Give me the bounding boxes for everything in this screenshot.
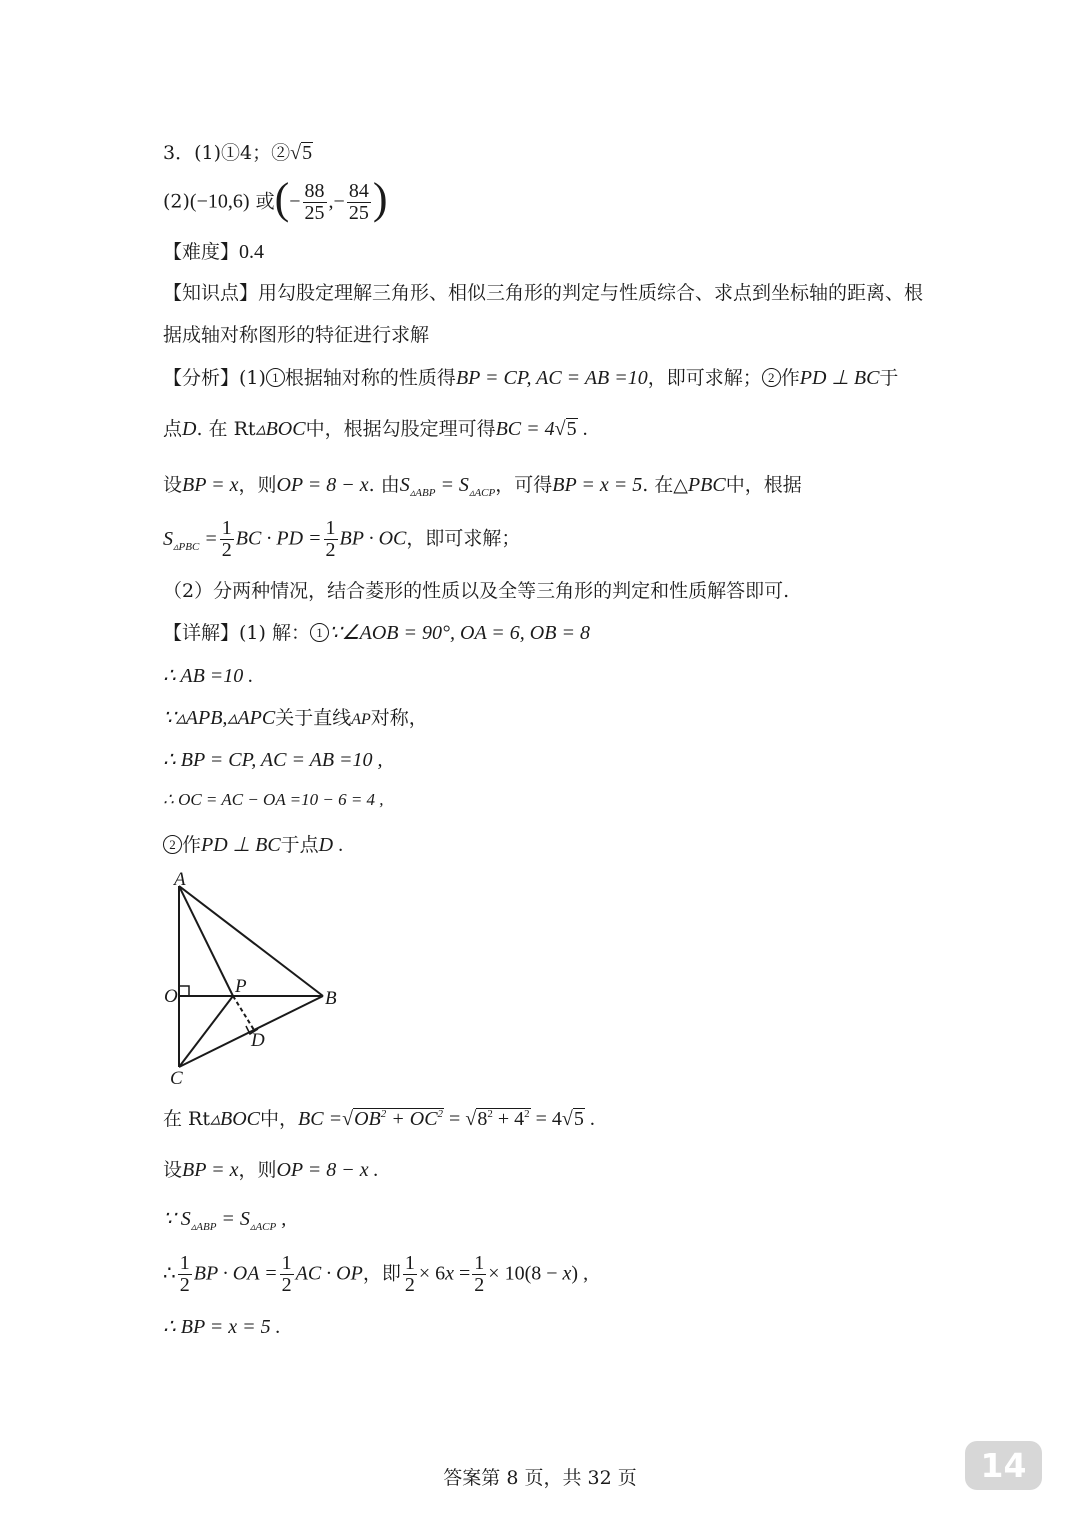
right-angle-O (179, 986, 189, 996)
segment-AB (179, 886, 323, 996)
geometry-figure (158, 868, 358, 1090)
answer-part2-label: (2) (163, 190, 190, 213)
sqrt-5: 5 (302, 142, 313, 164)
detail-line-5: ∴ OC = AC − OA =10 − 6 = 4 , (163, 790, 384, 809)
analysis-line-4: $S_{▵PBC}$ = $\frac{1}{2}$ BC · PD = $\frac{1}{2}$ BP · OC，即可求解； (163, 517, 521, 561)
detail-line-2: ∴ AB =10 . (163, 665, 254, 687)
detail-line-9: ∵ $S_{▵ABP} = S_{▵ACP}$ , (163, 1208, 287, 1233)
label-B: B (325, 988, 337, 1009)
point-1: (−10,6) (189, 190, 250, 213)
difficulty (163, 240, 264, 264)
detail-line-8: 设BP = x，则OP = 8 − x . (163, 1159, 379, 1181)
detail-line-1: 【详解】(1) 解： 1 ∵∠AOB = 90°, OA = 6, OB = 8 (163, 622, 590, 644)
page-number-badge: 14 (965, 1441, 1042, 1490)
answer-part2: (2)(−10,6) 或(− $\frac{88}{25}$ ,− $\frac{84}{25}$ ) (163, 174, 388, 224)
detail-line-7: 在 Rt▵BOC中，BC $=√OB^2 + OC^2 = √8^2 + 4^2 = 4√5$ . (163, 1108, 595, 1130)
frac-84-25: $\frac{84}{25}$ (348, 179, 369, 224)
frac-88-25: $\frac{88}{25}$ (304, 179, 325, 224)
label-C: C (170, 1068, 183, 1089)
detail-line-4: ∴ BP = CP, AC = AB =10 , (163, 749, 383, 771)
knowledge-line-2: 据成轴对称图形的特征进行求解 (163, 324, 430, 346)
difficulty-label: 【难度】 (163, 241, 240, 263)
label-A: A (174, 869, 186, 890)
knowledge-line-1: 【知识点】用勾股定理解三角形、相似三角形的判定与性质综合、求点到坐标轴的距离、根 (163, 282, 924, 304)
detail-line-3: ∵▵APB,▵APC关于直线AP对称， (163, 707, 428, 729)
detail-line-10: ∴ $\frac{1}{2}$ BP · OA = $\frac{1}{2}$ AC · OP，即 $\frac{1}{2}$ × 6x = $\frac{1}{2}$ × 10(8 − x) , (163, 1252, 589, 1296)
answer-part1: 3．(1)①4；②√5 (163, 142, 313, 164)
difficulty-value: 0.4 (239, 241, 265, 263)
segment-AP (179, 886, 233, 996)
label-D: D (251, 1030, 265, 1051)
detail-line-11: ∴ BP = x = 5 . (163, 1316, 281, 1338)
analysis-line-3: 设BP = x，则OP = 8 − x. 由$S_{▵ABP} = S_{▵ACP}$，可得BP = x = 5. 在△PBC中，根据 (163, 474, 802, 499)
analysis-line-5: （2）分两种情况，结合菱形的性质以及全等三角形的判定和性质解答即可. (163, 580, 790, 602)
page-footer: 答案第 8 页，共 32 页 (443, 1467, 637, 1489)
detail-line-6: 2 作PD ⊥ BC于点D . (163, 833, 343, 857)
segment-PC (179, 996, 233, 1067)
or-word: 或 (255, 190, 275, 213)
analysis-line-2: 点D. 在 Rt▵BOC中，根据勾股定理可得BC = 4√5 . (163, 418, 588, 440)
segment-PD (233, 996, 254, 1030)
label-P: P (235, 976, 247, 997)
label-O: O (164, 986, 178, 1007)
analysis-line-1: 【分析】(1) 1 根据轴对称的性质得BP = CP, AC = AB =10，即可求解； 2 作PD ⊥ BC于 (163, 367, 899, 389)
answer-part1-text: 3．(1)①4；② (163, 142, 291, 164)
